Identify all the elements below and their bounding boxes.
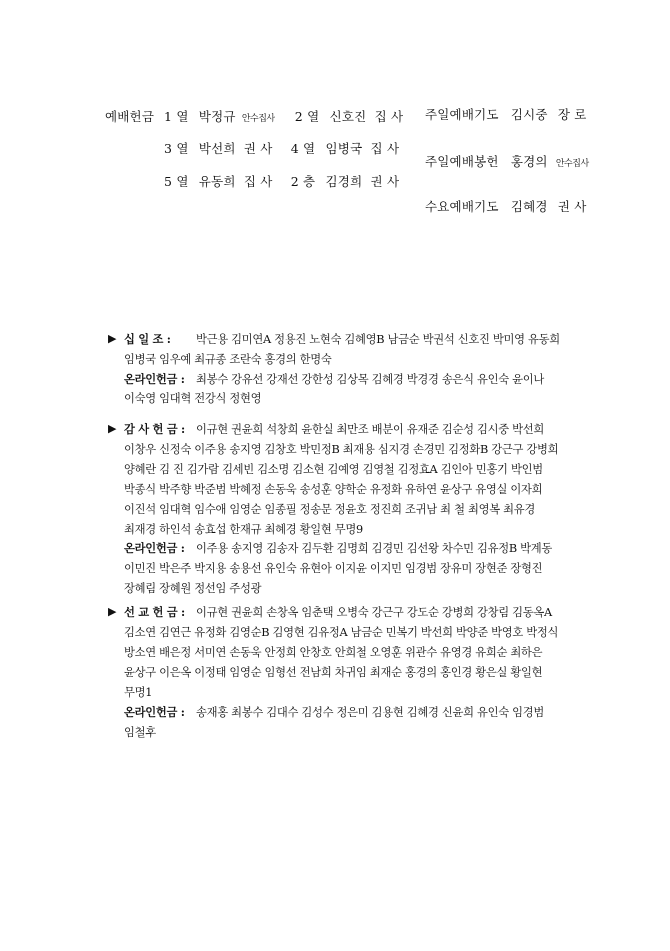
duty-name: 유동희: [198, 174, 236, 189]
duty-wednesday-prayer: [425, 197, 587, 215]
duty-title: 장 로: [557, 107, 587, 122]
list-line: 무명1: [124, 686, 153, 699]
list-line: 이규현 권윤희 손창옥 임춘택 오병숙 강근구 강도순 강병희 강창림 김동옥A: [196, 606, 552, 619]
list-line: 최재경 하인석 송효섭 한재규 최혜경 황일현 무명9: [124, 523, 363, 536]
duty-name: 김시중: [510, 107, 548, 122]
duty-title: 권 사: [557, 199, 587, 214]
list-line: 박근용 김미연A 정용진 노현숙 김혜영B 남금순 박권석 신호진 박미영 유동희: [196, 333, 560, 346]
section-bullet-icon: ▶: [108, 332, 117, 345]
duty-label: 주일예배봉헌: [425, 154, 499, 169]
list-line: 장혜림 장혜원 정선임 주성광: [124, 582, 262, 595]
duty-name: 김경희: [325, 174, 363, 189]
duty-title: 집 사: [243, 174, 273, 189]
duty-position: 2 층: [290, 174, 316, 189]
duty-name: 임병국: [325, 141, 363, 156]
list-line: 윤상구 이은옥 이정태 임영순 임형선 전남희 차귀임 최재순 홍경의 홍인경 황은실 황일현: [124, 666, 543, 679]
duty-sunday-offering: [425, 152, 589, 170]
list-line: 이진석 임대혁 임수애 임영순 임종필 정송문 정윤호 정진희 조귀남 최 철 최영복 최유경: [124, 503, 535, 516]
duty-name: 박선희: [198, 141, 236, 156]
tithe-label: 십 일 조 :: [124, 332, 171, 346]
duty-row-2: [164, 139, 399, 157]
duty-position: 5 열: [164, 174, 189, 189]
list-line: 이숙영 임대혁 전강식 정현영: [124, 392, 262, 405]
duty-row-3: [164, 172, 399, 190]
duty-position: 4 열: [290, 141, 316, 156]
list-line: 임철후: [124, 726, 156, 739]
duty-sunday-prayer: [425, 105, 587, 123]
offering-duty-label: 예배헌금: [105, 109, 155, 124]
online-offering-label: 온라인헌금 :: [124, 705, 185, 719]
duty-name: 신호진: [329, 109, 367, 124]
section-bullet-icon: ▶: [108, 422, 117, 435]
duty-title: 집 사: [370, 141, 400, 156]
duty-name: 김혜경: [510, 199, 548, 214]
duty-title: 권 사: [370, 174, 400, 189]
duty-position: 2 열: [294, 109, 320, 124]
online-offering-label: 온라인헌금 :: [124, 541, 185, 555]
list-line: 양혜란 김 진 김가람 김세빈 김소명 김소현 김예영 김영철 김정효A 김인아 민홍기 박인범: [124, 463, 543, 476]
duty-name: 홍경의: [510, 154, 548, 169]
list-line: 김소연 김연근 유정화 김영순B 김영현 김유정A 남금순 민복기 박선희 박양준 박영호 박정식: [124, 626, 559, 639]
duty-name: 박정규: [198, 109, 236, 124]
duty-title: 권 사: [243, 141, 273, 156]
duty-row-1: [164, 107, 403, 125]
list-line: 이창우 신정숙 이주용 송지영 김창호 박민정B 최재용 심지경 손경민 김정화B 강근구 강병희: [124, 443, 559, 456]
duty-title: 집 사: [374, 109, 404, 124]
duty-label: 수요예배기도: [425, 199, 499, 214]
list-line: 이민진 박은주 박지용 송용선 유인숙 유현아 이지윤 이지민 임경범 장유미 장현준 장형진: [124, 562, 543, 575]
duty-position: 3 열: [164, 141, 189, 156]
duty-label: 주일예배기도: [425, 107, 499, 122]
duty-position: 1 열: [164, 109, 189, 124]
online-offering-label: 온라인헌금 :: [124, 372, 185, 386]
list-line: 박종식 박주향 박준범 박혜정 손동욱 송성훈 양학순 유정화 유하연 윤상구 유영실 이자희: [124, 483, 543, 496]
section-bullet-icon: ▶: [108, 605, 117, 618]
duty-title: 안수집사: [555, 159, 589, 169]
mission-label: 선 교 헌 금 :: [124, 605, 185, 619]
duty-title: 안수집사: [241, 114, 275, 124]
list-line: 이규현 권윤희 석창희 윤한실 최만조 배분이 유재준 김순성 김시중 박선희: [196, 423, 545, 436]
list-line: 방소연 배은정 서미연 손동욱 안정희 안창호 안희철 오영훈 위관수 유영경 유희순 최하은: [124, 646, 543, 659]
list-line: 임병국 임우예 최규종 조란숙 홍경의 한명숙: [124, 353, 332, 366]
thanksgiving-label: 감 사 헌 금 :: [124, 422, 185, 436]
list-line: 최봉수 강유선 강재선 강한성 김상목 김혜경 박경경 송은식 유인숙 윤이나: [196, 373, 545, 386]
list-line: 이주용 송지영 김송자 김두환 김명희 김경민 김선왕 차수민 김유정B 박계동: [196, 542, 553, 555]
list-line: 송재홍 최봉수 김대수 김성수 정은미 김용현 김혜경 신윤희 유인숙 임경범: [196, 706, 545, 719]
